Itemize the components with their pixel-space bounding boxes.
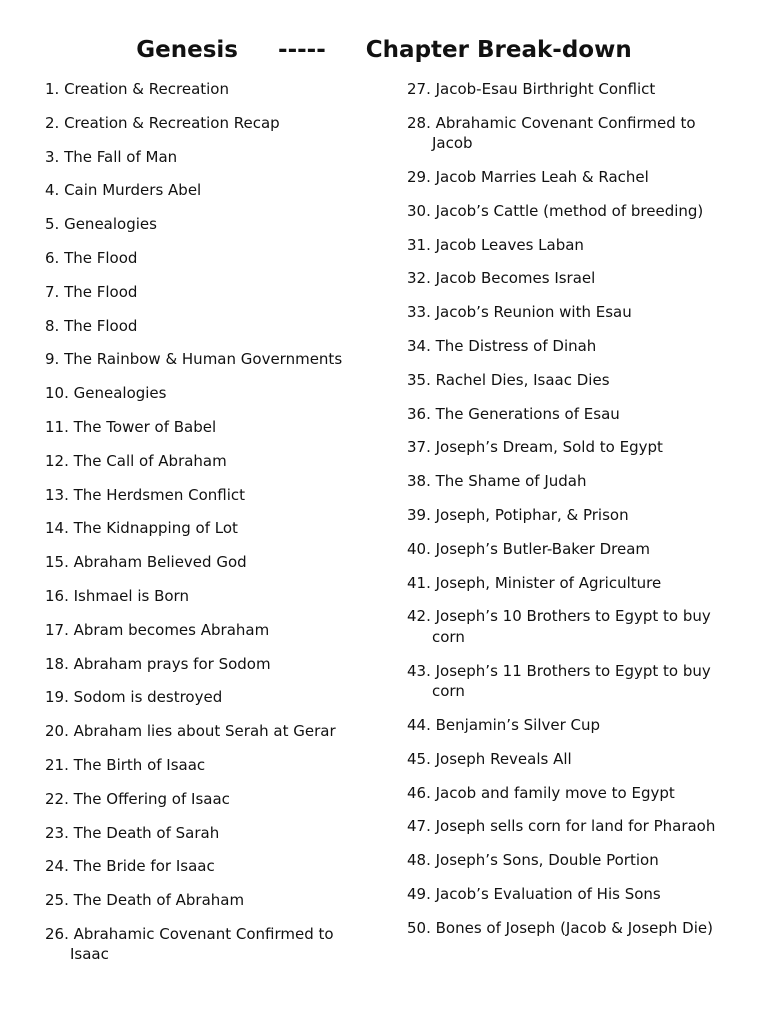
chapter-item bbox=[45, 79, 365, 100]
chapter-item bbox=[407, 268, 737, 289]
chapter-title: 39. Joseph, Potiphar, & Prison bbox=[407, 506, 629, 525]
chapter-item bbox=[407, 79, 737, 100]
chapter-title: 22. The Offering of Isaac bbox=[45, 789, 230, 808]
chapter-title: 12. The Call of Abraham bbox=[45, 451, 227, 470]
chapter-title: 13. The Herdsmen Conflict bbox=[45, 485, 246, 504]
chapter-item bbox=[407, 816, 737, 837]
chapter-item bbox=[45, 856, 365, 877]
chapter-item bbox=[45, 890, 365, 911]
chapter-item bbox=[407, 505, 737, 526]
chapter-item bbox=[407, 918, 737, 939]
chapter-item bbox=[45, 282, 365, 303]
chapter-title: 5. Genealogies bbox=[45, 215, 157, 234]
chapter-title: 31. Jacob Leaves Laban bbox=[407, 235, 584, 254]
chapter-title: 25. The Death of Abraham bbox=[45, 891, 245, 910]
chapter-title: 49. Jacob’s Evaluation of His Sons bbox=[407, 885, 661, 904]
chapter-title: 37. Joseph’s Dream, Sold to Egypt bbox=[407, 438, 663, 457]
chapter-item bbox=[407, 302, 737, 323]
chapter-item bbox=[45, 518, 365, 539]
chapter-item bbox=[407, 749, 737, 770]
chapter-title: 34. The Distress of Dinah bbox=[407, 337, 597, 356]
chapter-title: 17. Abram becomes Abraham bbox=[45, 620, 270, 639]
chapter-title: 29. Jacob Marries Leah & Rachel bbox=[407, 168, 649, 187]
chapter-title: 40. Joseph’s Butler-Baker Dream bbox=[407, 539, 651, 558]
chapter-title: 7. The Flood bbox=[45, 282, 138, 301]
chapter-item bbox=[45, 417, 365, 438]
chapter-title: 44. Benjamin’s Silver Cup bbox=[407, 716, 601, 735]
chapter-title: 1. Creation & Recreation bbox=[45, 80, 229, 98]
chapter-item bbox=[45, 654, 365, 675]
chapter-item bbox=[45, 180, 365, 201]
chapter-item bbox=[407, 661, 737, 702]
chapter-title: 36. The Generations of Esau bbox=[407, 404, 620, 423]
chapter-item bbox=[407, 783, 737, 804]
chapter-title: 15. Abraham Believed God bbox=[45, 553, 247, 572]
chapter-title: 21. The Birth of Isaac bbox=[45, 755, 206, 774]
chapter-title: 30. Jacob’s Cattle (method of breeding) bbox=[407, 201, 704, 220]
chapter-item bbox=[45, 721, 365, 742]
chapter-title: 9. The Rainbow & Human Governments bbox=[45, 350, 343, 369]
chapter-item bbox=[407, 336, 737, 357]
chapter-title: 28. Abrahamic Covenant Confirmed to bbox=[407, 113, 696, 132]
chapter-title: 3. The Fall of Man bbox=[45, 147, 178, 166]
chapter-title: 24. The Bride for Isaac bbox=[45, 857, 215, 876]
chapter-item bbox=[407, 201, 737, 222]
chapter-title: 32. Jacob Becomes Israel bbox=[407, 269, 596, 288]
chapter-title: 43. Joseph’s 11 Brothers to Egypt to buy bbox=[407, 661, 711, 680]
chapter-item bbox=[45, 789, 365, 810]
chapter-item bbox=[407, 471, 737, 492]
chapter-item bbox=[45, 823, 365, 844]
chapter-item bbox=[407, 404, 737, 425]
chapter-item bbox=[407, 606, 737, 647]
chapter-title: 19. Sodom is destroyed bbox=[45, 688, 223, 707]
chapter-item bbox=[45, 485, 365, 506]
chapter-item bbox=[407, 370, 737, 391]
chapter-item bbox=[407, 715, 737, 736]
chapter-item bbox=[45, 552, 365, 573]
chapter-item bbox=[45, 147, 365, 168]
chapter-title: 42. Joseph’s 10 Brothers to Egypt to buy bbox=[407, 607, 711, 626]
page-title: Genesis ----- Chapter Break-down bbox=[136, 37, 632, 63]
chapter-title: 45. Joseph Reveals All bbox=[407, 749, 572, 768]
chapter-item bbox=[45, 687, 365, 708]
chapter-title: 50. Bones of Joseph (Jacob & Joseph Die) bbox=[407, 918, 713, 937]
chapter-title: 18. Abraham prays for Sodom bbox=[45, 654, 271, 673]
chapter-title: 41. Joseph, Minister of Agriculture bbox=[407, 573, 662, 592]
chapter-item bbox=[45, 316, 365, 337]
chapter-title: 38. The Shame of Judah bbox=[407, 472, 587, 491]
chapter-title: 26. Abrahamic Covenant Confirmed to bbox=[45, 924, 334, 943]
chapter-item bbox=[45, 349, 365, 370]
chapter-item bbox=[407, 850, 737, 871]
chapter-title: 33. Jacob’s Reunion with Esau bbox=[407, 303, 632, 322]
chapter-title: 48. Joseph’s Sons, Double Portion bbox=[407, 851, 659, 870]
chapter-title: 2. Creation & Recreation Recap bbox=[45, 113, 280, 132]
chapter-item bbox=[45, 755, 365, 776]
chapter-item bbox=[45, 248, 365, 269]
chapter-item bbox=[45, 924, 365, 965]
chapter-title: 23. The Death of Sarah bbox=[45, 823, 220, 842]
chapter-title: 16. Ishmael is Born bbox=[45, 586, 189, 605]
chapter-item bbox=[407, 113, 737, 154]
chapter-title: 47. Joseph sells corn for land for Pharaoh bbox=[407, 817, 716, 836]
chapter-title-continuation: corn bbox=[432, 682, 465, 701]
chapter-item bbox=[407, 235, 737, 256]
chapter-title-continuation: Isaac bbox=[70, 945, 109, 964]
chapter-list-left bbox=[45, 79, 365, 978]
chapter-title: 46. Jacob and family move to Egypt bbox=[407, 783, 675, 802]
chapter-item bbox=[407, 437, 737, 458]
chapter-title: 11. The Tower of Babel bbox=[45, 417, 217, 436]
chapter-title-continuation: Jacob bbox=[432, 134, 473, 153]
chapter-title: 27. Jacob-Esau Birthright Conflict bbox=[407, 80, 656, 98]
chapter-title: 6. The Flood bbox=[45, 248, 138, 267]
chapter-item bbox=[45, 586, 365, 607]
chapter-title: 14. The Kidnapping of Lot bbox=[45, 519, 238, 538]
chapter-item bbox=[407, 167, 737, 188]
chapter-title-continuation: corn bbox=[432, 627, 465, 646]
chapter-title: 4. Cain Murders Abel bbox=[45, 181, 202, 200]
chapter-title: 35. Rachel Dies, Isaac Dies bbox=[407, 370, 610, 389]
chapter-title: 10. Genealogies bbox=[45, 384, 167, 403]
chapter-list-right bbox=[407, 79, 737, 952]
chapter-item bbox=[45, 620, 365, 641]
chapter-title: 8. The Flood bbox=[45, 316, 138, 335]
chapter-item bbox=[407, 539, 737, 560]
chapter-item bbox=[407, 884, 737, 905]
chapter-item bbox=[45, 451, 365, 472]
chapter-title: 20. Abraham lies about Serah at Gerar bbox=[45, 722, 336, 741]
chapter-item bbox=[407, 573, 737, 594]
chapter-item bbox=[45, 113, 365, 134]
chapter-item bbox=[45, 383, 365, 404]
chapter-item bbox=[45, 214, 365, 235]
